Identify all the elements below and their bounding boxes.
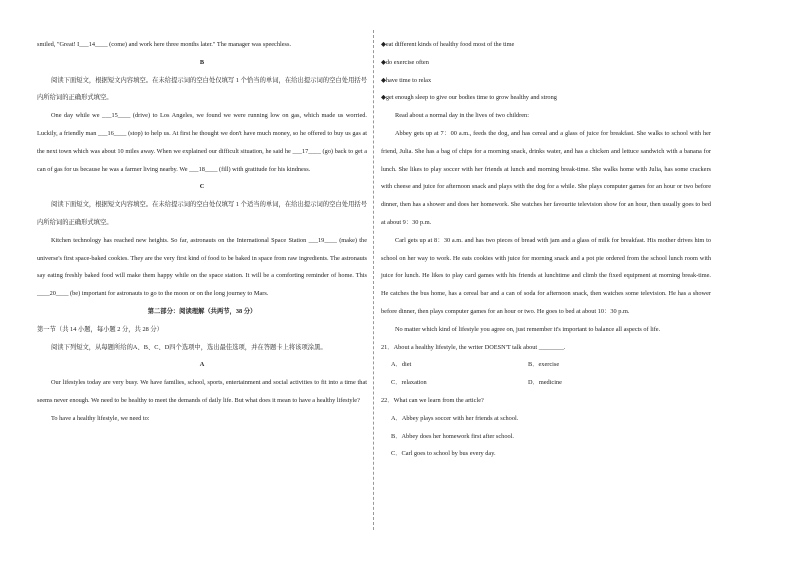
- section-a-intro: Our lifestyles today are very busy. We have families, school, sports, entertainment and social activities to fit into a time that seems never enough. We need to be healthy to meet the demands of daily life. But what does it mean to have a healthy lifestyle?: [37, 379, 367, 404]
- bullet-item: ◆eat different kinds of healthy food most of the time: [381, 41, 515, 48]
- bullet-item: ◆get enough sleep to give our bodies time to grow healthy and strong: [381, 94, 557, 102]
- section-c-passage: Kitchen technology has reached new heights. So far, astronauts on the International Space Station ___19____ (make) the universe's first space-baked cookies. They are the very first kind of food to be baked in space from raw ingredients. The astronauts say eating freshly baked food will make them happy while on the space station. It will be a comforting reminder of home. This ____20____ (be) important for astronauts to go to the moon or on the long journey to Mars.: [37, 236, 367, 298]
- section-b-passage: One day while we ___15____ (drive) to Los Angeles, we found we were running low on gas, which made us worried. Luckily, a friendly man ___16____ (stop) to help us. At first he thought we don't have much money, so he offered to buy us gas at the next town which was about 10 miles away. When we explained our difficult situation, he said he ___17____ (go) back to get a can of gas for us because he was a farmer living nearby. We ___18____ (fill) with gratitude for his kindness.: [37, 112, 367, 173]
- question-22-option-c: C．Carl goes to school by bus every day.: [391, 450, 496, 458]
- column-divider: [373, 30, 374, 530]
- section-c-instructions: 阅读下面短文，根据短文内容填空。在未给提示词的空白处仅填写 1 个适当的单词，在给出提示词的空白处用括号内所给词的正确形式填空。: [37, 201, 367, 226]
- closing-line: No matter which kind of lifestyle you agree on, just remember it's important to balance all aspects of life.: [395, 325, 661, 333]
- section-a-list-lead: To have a healthy lifestyle, we need to:: [51, 414, 150, 422]
- section-one-heading: 第一节（共 14 小题，每小题 2 分，共 28 分）: [37, 325, 163, 333]
- section-a-heading: A: [199, 361, 205, 369]
- question-22: 22．What can we learn from the article?: [381, 396, 484, 404]
- question-21: 21．About a healthy lifestyle, the writer DOESN'T talk about ________.: [381, 343, 566, 351]
- question-22-option-b: B．Abbey does her homework first after school.: [391, 432, 514, 440]
- option-a: A．diet: [391, 361, 412, 369]
- section-b-heading: B: [199, 58, 205, 66]
- question-21-options-row2: [381, 374, 711, 392]
- part-two-heading: 第二部分：阅读理解（共两节，38 分）: [147, 307, 257, 315]
- right-column: [381, 36, 711, 463]
- passage-end-line: smiled, "Great! I___14____ (come) and work here three months later." The manager was speechless.: [37, 41, 292, 48]
- option-b: B．exercise: [528, 361, 560, 369]
- left-column: [37, 36, 367, 428]
- carl-paragraph: Carl gets up at 8：30 a.m. and has two pieces of bread with jam and a glass of milk for breakfast. His mother drives him to school on her way to work. He eats cookies with juice for morning snack and a pot pie ordered from the school lunch room with juice for lunch. He likes to play card games with his friends at lunchtime and climb the fixed equipment at morning break-time. He catches the bus home, has a cereal bar and a can of soda for afternoon snack, then watches some television. He has a shower before dinner, then plays computer games for an hour or two. He goes to bed at about 10：30 p.m.: [381, 236, 711, 315]
- bullet-item: ◆have time to relax: [381, 76, 432, 84]
- section-one-instructions: 阅读下列短文，从每题所给的A、B、C、D四个选项中，选出最佳选项，并在答题卡上将该项涂黑。: [51, 343, 327, 351]
- bullet-item: ◆do exercise often: [381, 58, 429, 66]
- option-c: C．relaxation: [391, 379, 427, 387]
- section-c-heading: C: [199, 183, 205, 191]
- question-21-options-row1: [381, 356, 711, 374]
- read-intro: Read about a normal day in the lives of two children:: [395, 112, 529, 120]
- question-22-option-a: A．Abbey plays soccer with her friends at school.: [391, 414, 519, 422]
- option-d: D．medicine: [528, 379, 562, 387]
- abbey-paragraph: Abbey gets up at 7：00 a.m., feeds the dog, and has cereal and a glass of juice for breakfast. She walks to school with her friend, Julia. She has a bag of chips for a morning snack, drinks water, and has a chicken and lettuce sandwich with a banana for lunch. She likes to play soccer with her friends at lunch and morning break-time. She walks home with Julia, has some crackers with cheese and juice for afternoon snack and plays with the dog for a while. She plays computer games for an hour or two before dinner, then has a shower and does her homework. She watches her favourite television show for an hour, then usually goes to bed at about 9：30 p.m.: [381, 129, 711, 226]
- section-b-instructions: 阅读下面短文，根据短文内容填空。在未给提示词的空白处仅填写 1 个恰当的单词，在给出提示词的空白处用括号内所给词的正确形式填空。: [37, 76, 367, 102]
